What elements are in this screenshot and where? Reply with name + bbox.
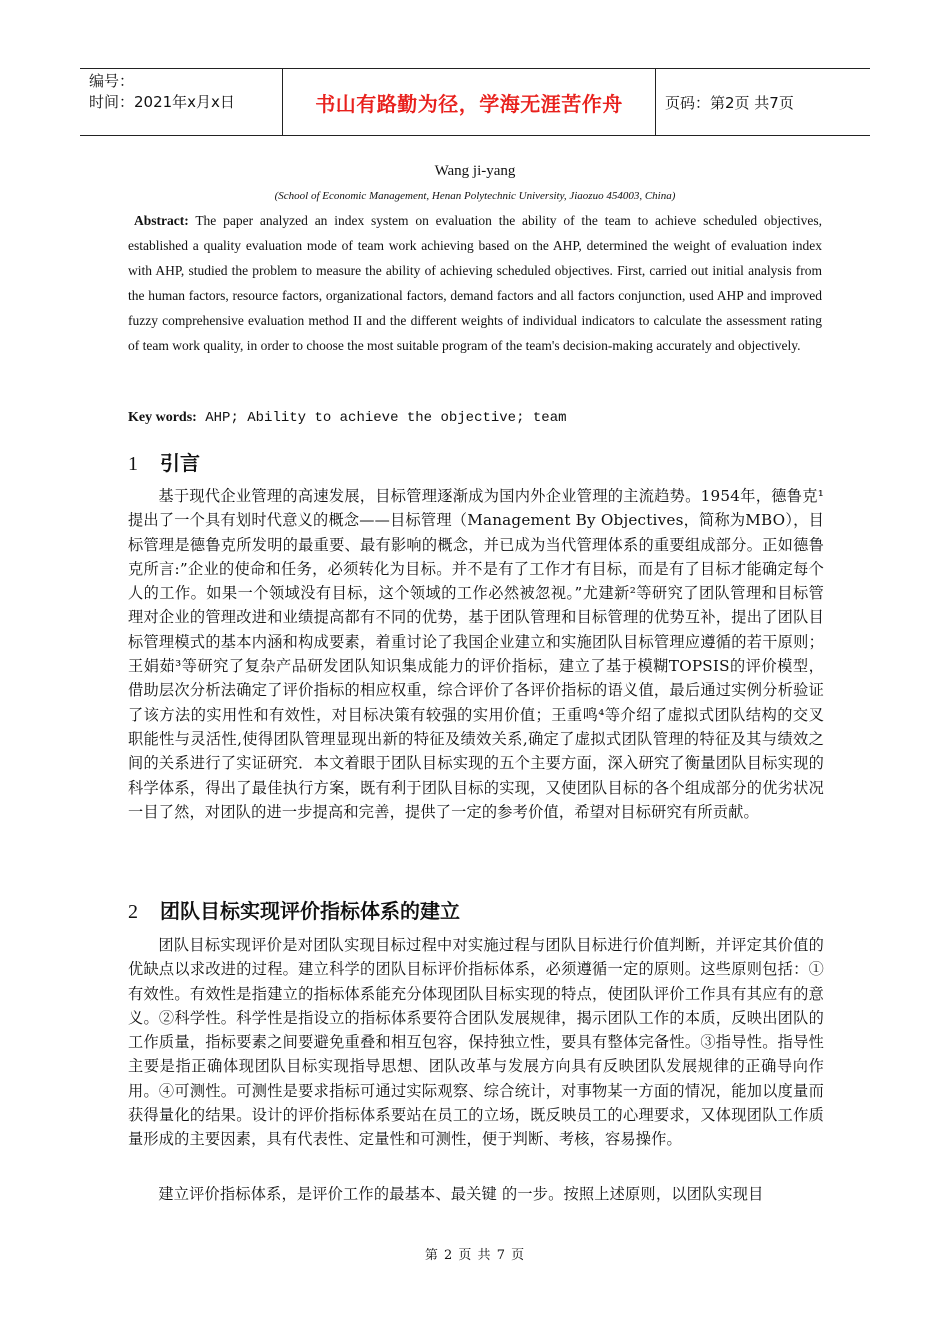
section-2-heading	[128, 895, 460, 924]
abstract-text: The paper analyzed an index system on evaluation the ability of the team to achieve scheduled objectives, established a quality evaluation mode of team work achieving based on the AHP, determined the weight of evaluation index with AHP, studied the problem to measure the ability of achieving scheduled objectives. First, carried out initial analysis from the human factors, resource factors, organizational factors, demand factors and all factors conjunction, used AHP and improved fuzzy comprehensive evaluation method II and the different weights of individual indicators to calculate the assessment rating of team work quality, in order to choose the most suitable program of the team's decision-making accurately and objectively.	[128, 213, 822, 353]
abstract	[128, 208, 822, 358]
section-1-title: 引言	[160, 451, 200, 475]
section-2-paragraph-2: 建立评价指标体系，是评价工作的最基本、最关键 的一步。按照上述原则，以团队实现目	[158, 1185, 764, 1203]
section-1-heading	[128, 447, 200, 476]
header-left-cell	[80, 69, 282, 135]
author-name: Wang ji-yang	[434, 163, 516, 179]
keywords-text: AHP; Ability to achieve the objective; team	[205, 410, 567, 426]
keywords	[128, 410, 822, 426]
header-time-label: 时间：2021年x月x日	[89, 93, 235, 111]
keywords-label: Key words:	[128, 410, 197, 425]
abstract-label: Abstract:	[134, 213, 189, 228]
header-number-label: 编号：	[89, 72, 135, 90]
author-affiliation: (School of Economic Management, Henan Polytechnic University, Jiaozuo 454003, China)	[274, 190, 676, 202]
section-1-number: 1	[128, 453, 138, 475]
section-1-paragraph: 基于现代企业管理的高速发展，目标管理逐渐成为国内外企业管理的主流趋势。1954年，德鲁克¹提出了一个具有划时代意义的概念——目标管理（Management By Objectives，简称为MBO），目标管理是德鲁克所发明的最重要、最有影响的概念，并已成为当代管理体系的重要组成部分。正如德鲁克所言:”企业的使命和任务，必须转化为目标。并不是有了工作才有目标，而是有了目标才能确定每个人的工作。如果一个领域没有目标，这个领域的工作必然被忽视。”尤建新²等研究了团队管理和目标管理对企业的管理改进和业绩提高都有不同的优势，基于团队管理和目标管理的优势互补，提出了团队目标管理模式的基本内涵和构成要素，着重讨论了我国企业建立和实施团队目标管理应遵循的若干原则；王娟茹³等研究了复杂产品研发团队知识集成能力的评价指标，建立了基于模糊TOPSIS的评价模型，借助层次分析法确定了评价指标的相应权重，综合评价了各评价指标的语义值，最后通过实例分析验证了该方法的实用性和有效性，对目标决策有较强的实用价值；王重鸣⁴等介绍了虚拟式团队结构的交叉职能性与灵活性,使得团队管理显现出新的特征及绩效关系,确定了虚拟式团队管理的特征及其与绩效之间的关系进行了实证研究．本文着眼于团队目标实现的五个主要方面，深入研究了衡量团队目标实现的科学体系，得出了最佳执行方案，既有利于团队目标的实现，又使团队目标的各个组成部分的优劣状况一目了然，对团队的进一步提高和完善，提供了一定的参考价值，希望对目标研究有所贡献。	[128, 487, 824, 821]
header-motto: 书山有路勤为径，学海无涯苦作舟	[282, 69, 656, 135]
section-2-paragraph-1: 团队目标实现评价是对团队实现目标过程中对实施过程与团队目标进行价值判断，并评定其价值的优缺点以求改进的过程。建立科学的团队目标评价指标体系，必须遵循一定的原则。这些原则包括：①有效性。有效性是指建立的指标体系能充分体现团队目标实现的特点，使团队评价工作具有其应有的意义。②科学性。科学性是指设立的指标体系要符合团队发展规律，揭示团队工作的本质，反映出团队的工作质量，指标要素之间要避免重叠和相互包容，保持独立性，要具有整体完备性。③指导性。指导性主要是指正确体现团队目标实现指导思想、团队改革与发展方向具有反映团队发展规律的正确导向作用。④可测性。可测性是要求指标可通过实际观察、综合统计，对事物某一方面的情况，能加以度量而获得量化的结果。设计的评价指标体系要站在员工的立场，既反映员工的心理要求，又体现团队工作质量形成的主要因素，具有代表性、定量性和可测性，便于判断、考核，容易操作。	[128, 936, 824, 1149]
page-header	[80, 68, 870, 136]
section-2-number: 2	[128, 901, 138, 923]
page-footer: 第 2 页 共 7 页	[424, 1248, 526, 1263]
section-2-title: 团队目标实现评价指标体系的建立	[160, 899, 460, 923]
header-page-label: 页码：第2页 共7页	[665, 93, 794, 112]
